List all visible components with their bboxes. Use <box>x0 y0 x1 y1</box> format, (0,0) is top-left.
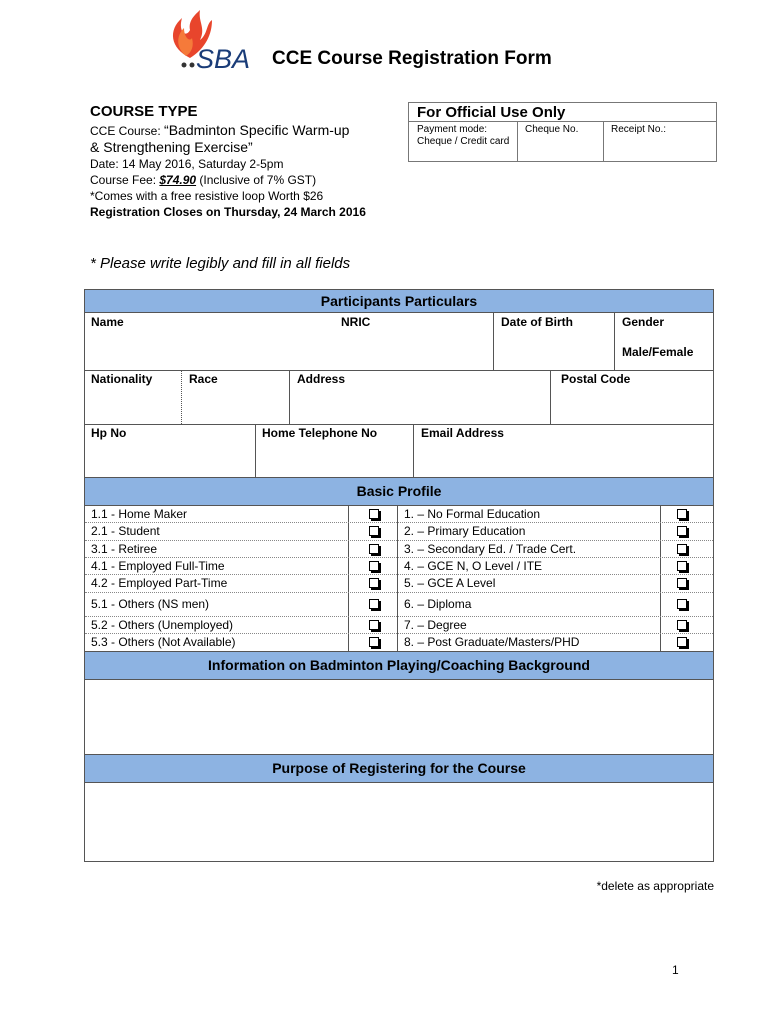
course-name-2: & Strengthening Exercise” <box>90 139 253 155</box>
education-checkbox[interactable] <box>677 620 687 630</box>
education-checkbox[interactable] <box>677 637 687 647</box>
occupation-checkbox[interactable] <box>369 526 379 536</box>
course-name-1: “Badminton Specific Warm-up <box>164 122 350 138</box>
fee-label: Course Fee: <box>90 173 160 187</box>
profile-education-option: 5. – GCE A Level <box>404 576 496 590</box>
occupation-checkbox[interactable] <box>369 620 379 630</box>
nationality-field[interactable]: Nationality <box>91 372 153 386</box>
occupation-checkbox[interactable] <box>369 578 379 588</box>
purpose-heading: Purpose of Registering for the Course <box>85 754 713 783</box>
education-checkbox[interactable] <box>677 544 687 554</box>
purpose-input[interactable] <box>85 783 713 862</box>
email-field[interactable]: Email Address <box>421 426 504 440</box>
home-tel-field[interactable]: Home Telephone No <box>262 426 378 440</box>
background-heading: Information on Badminton Playing/Coaching Background <box>85 651 713 680</box>
profile-occupation-option: 1.1 - Home Maker <box>91 507 188 521</box>
education-checkbox[interactable] <box>677 599 687 609</box>
registration-form <box>84 289 714 862</box>
page-title: CCE Course Registration Form <box>272 48 552 69</box>
occupation-checkbox[interactable] <box>369 561 379 571</box>
profile-education-option: 6. – Diploma <box>404 597 472 611</box>
basic-profile-heading: Basic Profile <box>85 477 713 506</box>
payment-mode-cell <box>409 122 517 161</box>
occupation-checkbox[interactable] <box>369 637 379 647</box>
course-fee <box>90 173 316 187</box>
race-field[interactable]: Race <box>189 372 218 386</box>
participants-heading: Participants Particulars <box>85 290 713 313</box>
delete-footnote: *delete as appropriate <box>596 879 714 893</box>
address-field[interactable]: Address <box>297 372 346 386</box>
profile-occupation-option: 5.2 - Others (Unemployed) <box>91 618 234 632</box>
hp-no-field[interactable]: Hp No <box>91 426 127 440</box>
official-heading: For Official Use Only <box>409 103 716 122</box>
profile-occupation-option: 4.1 - Employed Full-Time <box>91 559 225 573</box>
course-date: Date: 14 May 2016, Saturday 2-5pm <box>90 157 284 171</box>
profile-education-option: 8. – Post Graduate/Masters/PHD <box>404 635 580 649</box>
profile-occupation-option: 2.1 - Student <box>91 524 160 538</box>
education-checkbox[interactable] <box>677 578 687 588</box>
sba-logo <box>160 8 260 76</box>
closing-date: Registration Closes on Thursday, 24 March 2016 <box>90 205 366 219</box>
gender-field[interactable]: Gender <box>622 315 665 329</box>
cheque-no-cell[interactable]: Cheque No. <box>525 124 579 135</box>
education-checkbox[interactable] <box>677 509 687 519</box>
course-label: CCE Course: <box>90 124 165 138</box>
profile-education-option: 4. – GCE N, O Level / ITE <box>404 559 543 573</box>
freebie-note: *Comes with a free resistive loop Worth $26 <box>90 189 324 203</box>
fee-note: (Inclusive of 7% GST) <box>196 173 317 187</box>
profile-education-option: 7. – Degree <box>404 618 467 632</box>
name-field[interactable]: Name <box>91 315 124 329</box>
background-input[interactable] <box>85 680 713 754</box>
course-name-line <box>90 122 349 138</box>
occupation-checkbox[interactable] <box>369 544 379 554</box>
course-type-heading: COURSE TYPE <box>90 103 198 120</box>
dob-field[interactable]: Date of Birth <box>501 315 573 329</box>
postal-code-field[interactable]: Postal Code <box>561 372 631 386</box>
profile-education-option: 1. – No Formal Education <box>404 507 541 521</box>
profile-education-option: 3. – Secondary Ed. / Trade Cert. <box>404 542 577 556</box>
education-checkbox[interactable] <box>677 561 687 571</box>
education-checkbox[interactable] <box>677 526 687 536</box>
payment-mode-label: Payment mode: <box>417 124 488 135</box>
instruction-note: * Please write legibly and fill in all fields <box>90 255 351 272</box>
payment-mode-value: Cheque / Credit card <box>417 136 510 147</box>
page-number: 1 <box>672 963 679 977</box>
logo-text: SBA <box>196 44 251 74</box>
occupation-checkbox[interactable] <box>369 599 379 609</box>
fee-value: $74.90 <box>159 173 197 187</box>
profile-occupation-option: 5.3 - Others (Not Available) <box>91 635 236 649</box>
nric-field[interactable]: NRIC <box>341 315 371 329</box>
receipt-no-cell[interactable]: Receipt No.: <box>611 124 667 135</box>
profile-occupation-option: 3.1 - Retiree <box>91 542 158 556</box>
official-use-box <box>408 102 717 162</box>
profile-occupation-option: 5.1 - Others (NS men) <box>91 597 210 611</box>
gender-value: Male/Female <box>622 345 694 359</box>
profile-education-option: 2. – Primary Education <box>404 524 526 538</box>
occupation-checkbox[interactable] <box>369 509 379 519</box>
profile-occupation-option: 4.2 - Employed Part-Time <box>91 576 228 590</box>
